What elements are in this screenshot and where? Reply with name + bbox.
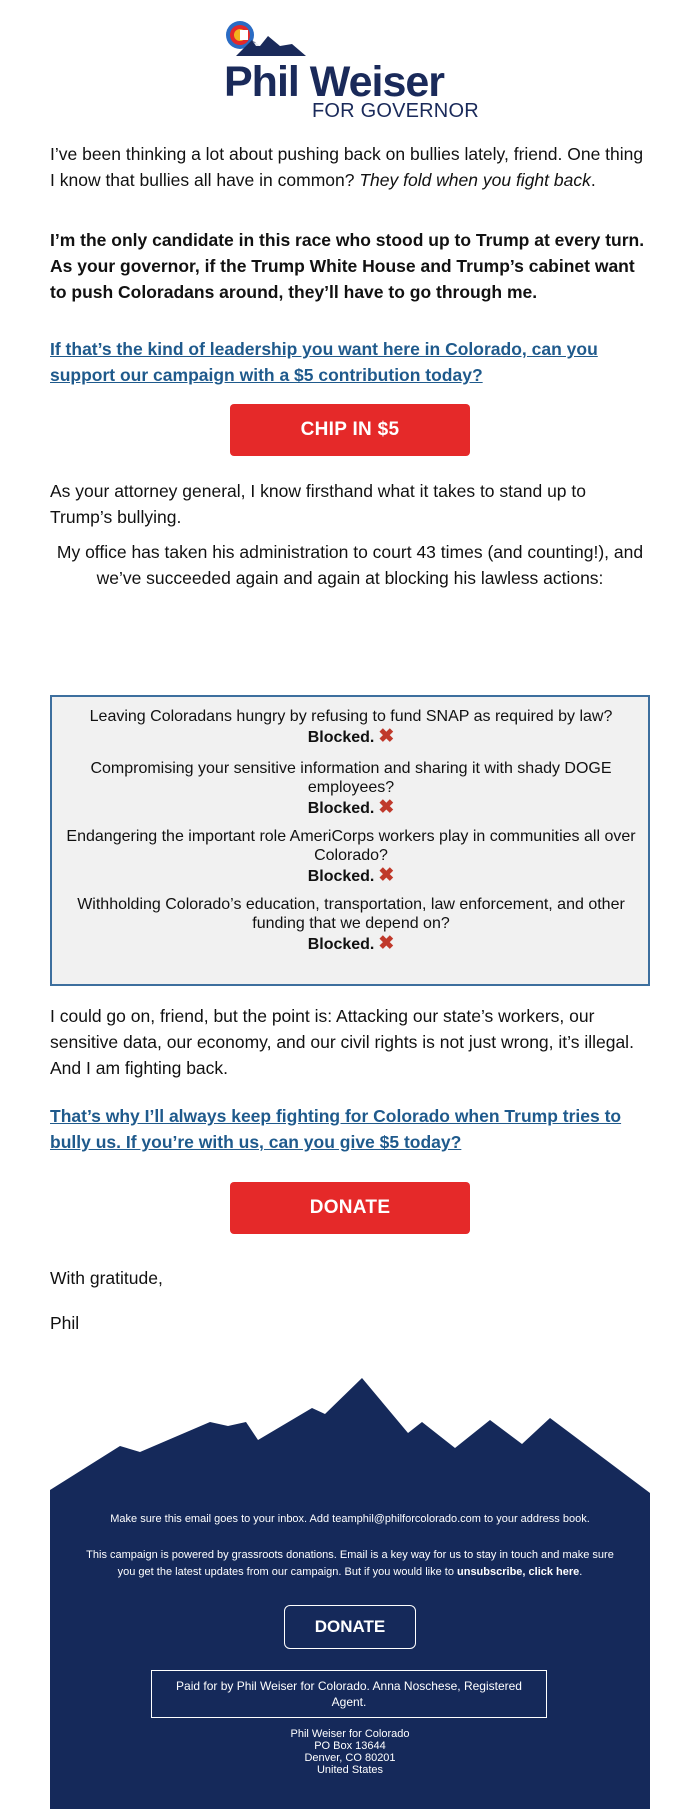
contribution-link[interactable]: If that’s the kind of leadership you want here in Colorado, can you support our campaign with a $5 contribution today? <box>50 339 598 385</box>
chip-in-button[interactable]: CHIP IN $5 <box>230 404 470 456</box>
blocked-result <box>66 798 636 818</box>
blocked-item <box>66 707 636 747</box>
unsubscribe-link[interactable]: unsubscribe, click here <box>457 1566 580 1578</box>
footer-donate-button[interactable]: DONATE <box>284 1605 416 1649</box>
x-mark-icon: ✖ <box>378 933 395 954</box>
donate-button[interactable]: DONATE <box>230 1182 470 1234</box>
blocked-item-text: Leaving Coloradans hungry by refusing to fund SNAP as required by law? <box>89 708 613 725</box>
contribution-link-paragraph <box>50 336 650 388</box>
address-line: Denver, CO 80201 <box>304 1752 396 1764</box>
intro-italic: They fold when you fight back <box>359 170 591 190</box>
x-mark-icon: ✖ <box>378 797 395 818</box>
blocked-item-text: Withholding Colorado’s education, transportation, law enforcement, and other funding that we depend on? <box>77 896 625 932</box>
blocked-result <box>66 727 636 747</box>
grassroots-end: . <box>579 1566 583 1578</box>
paid-for-box <box>151 1670 547 1718</box>
x-mark-icon: ✖ <box>378 726 395 747</box>
paid-for-text: Paid for by Phil Weiser for Colorado. Anna Noschese, Registered Agent. <box>176 1679 522 1709</box>
give-link[interactable]: That’s why I’ll always keep fighting for Colorado when Trump tries to bully us. If you’re with us, can you give $5 today? <box>50 1106 622 1152</box>
blocked-label: Blocked. <box>307 800 375 817</box>
grassroots-note <box>80 1547 620 1581</box>
blocked-result <box>66 934 636 954</box>
mailing-address <box>50 1728 650 1776</box>
colorado-flag-mountain-icon <box>222 16 312 60</box>
blocked-list-box <box>50 695 650 986</box>
intro-paragraph <box>50 141 650 193</box>
signoff: With gratitude, <box>50 1268 163 1288</box>
address-line: PO Box 13644 <box>314 1740 386 1752</box>
fighting-back-paragraph: I could go on, friend, but the point is: Attacking our state’s workers, our sensitive data, our economy, and our civil rights is not just wrong, it’s illegal. And I am fighting back. <box>50 1006 634 1078</box>
logo-name: Phil Weiser <box>224 58 445 106</box>
logo-tagline: FOR GOVERNOR <box>312 100 479 122</box>
signature: Phil <box>50 1313 80 1333</box>
attorney-general-paragraph: As your attorney general, I know firsthand what it takes to stand up to Trump’s bullying. <box>50 481 586 527</box>
intro-text: I’ve been thinking a lot about pushing back on bullies lately, friend. One thing I know that bullies all have in common? <box>50 144 644 190</box>
give-link-paragraph <box>50 1103 650 1155</box>
grassroots-text: This campaign is powered by grassroots donations. Email is a key way for us to stay in touch and make sure you get the latest updates from our campaign. But if you would like to <box>86 1549 614 1578</box>
blocked-item <box>66 895 636 954</box>
blocked-item <box>66 827 636 886</box>
bold-paragraph: I’m the only candidate in this race who stood up to Trump at every turn. As your governor, if the Trump White House and Trump’s cabinet want to push Coloradans around, they’ll have to go through me. <box>50 230 645 302</box>
blocked-label: Blocked. <box>307 729 375 746</box>
blocked-label: Blocked. <box>307 868 375 885</box>
blocked-item-text: Compromising your sensitive information and sharing it with shady DOGE employees? <box>90 760 612 796</box>
blocked-label: Blocked. <box>307 936 375 953</box>
blocked-item <box>66 759 636 818</box>
x-mark-icon: ✖ <box>378 865 395 886</box>
court-paragraph: My office has taken his administration to court 43 times (and counting!), and we’ve succeeded again and again at blocking his lawless actions: <box>56 542 644 588</box>
intro-end: . <box>590 170 596 190</box>
address-line: United States <box>316 1764 384 1776</box>
blocked-item-text: Endangering the important role AmeriCorps workers play in communities all over Colorado? <box>66 828 636 864</box>
inbox-note: Make sure this email goes to your inbox. Add teamphil@philforcolorado.com to your address book. <box>110 1513 590 1525</box>
blocked-result <box>66 866 636 886</box>
campaign-logo <box>222 16 482 126</box>
address-line: Phil Weiser for Colorado <box>290 1728 410 1740</box>
